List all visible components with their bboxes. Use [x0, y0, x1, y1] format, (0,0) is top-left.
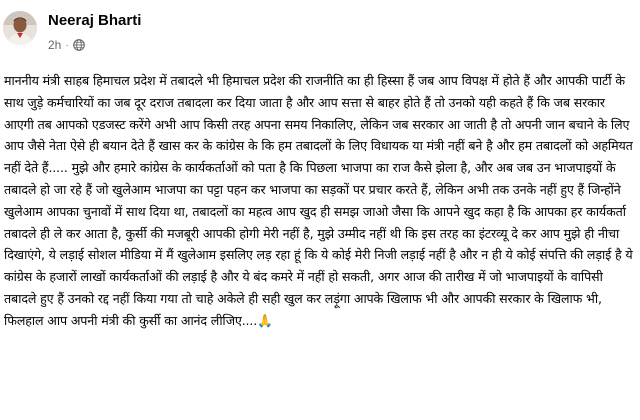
- globe-icon[interactable]: [73, 39, 85, 51]
- post-meta: [48, 38, 85, 52]
- post-body-text: माननीय मंत्री साहब हिमाचल प्रदेश में तबादले भी हिमाचल प्रदेश की राजनीति का ही हिस्सा हैं जब आप विपक्ष में होते हैं और आपकी पार्टी के साथ जुड़े कर्मचारियों का जब दूर दराज तबादला कर दिया जाता है और आप सत्ता से बाहर होते हैं तो उनको यही कहते हैं कि जब सरकार आएगी तब आपको एडजस्ट करेंगे अभी आप किसी तरह अपना समय निकालिए, लेकिन जब सरकार आ जाती है तो अपनी जान बचाने के लिए आप जैसे नेता ऐसे ही बयान देते हैं खास कर के कांग्रेस के कि हम तबादलों के लिए विधायक या मंत्री नहीं बने है और हम तबादलों को अहमियत नहीं देते हैं..... मुझे और हमारे कांग्रेस के कार्यकर्ताओं को पता है कि पिछला भाजपा का राज कैसे झेला है, और अब जब उन भाजपाइयों के तबादले हो जा रहे हैं जो खुलेआम भाजपा का पट्टा पहन कर भाजपा का सड़कों पर प्रचार करते हैं, लेकिन अभी तक उनके नहीं हुए हैं जिन्होंने खुलेआम आपका चुनावों में साथ दिया था, तबादलों का महत्व आप खुद ही समझ जाओ जैसा कि आपने खुद कहा है कि आपका हर कार्यकर्ता तबादले ही ले कर आता है, कुर्सी की मजबूरी आपकी होगी मेरी नहीं है, मुझे उम्मीद नहीं थी कि इस तरह का इंटरव्यू दे कर आप मुझे ही नीचा दिखाएंगे, ये लड़ाई सोशल मीडिया में मैं खुलेआम इसलिए लड़ रहा हूं कि ये कोई मेरी निजी लड़ाई नहीं है और न ही ये कोई संपत्ति की लड़ाई है ये कांग्रेस के हजारों लाखों कार्यकर्ताओं की लड़ाई है और ये बंद कमरे में नहीं हो सकती, अगर आज की तारीख में जो भाजपाइयों के वापिसी तबादले हुए हैं उनको रद्द नहीं किया गया तो चाहे अकेले ही सही खुल कर लड़ूंगा आपके खिलाफ भी और आपकी सरकार के खिलाफ भी, फिलहाल आप अपनी मंत्री की कुर्सी का आनंद लीजिए....🙏: [4, 73, 633, 328]
- post-header: [0, 0, 640, 62]
- meta-separator: ·: [65, 39, 69, 51]
- author-avatar[interactable]: [3, 11, 37, 45]
- post-timestamp[interactable]: 2h: [48, 38, 62, 52]
- avatar-photo-icon: [3, 11, 37, 45]
- author-name[interactable]: Neeraj Bharti: [48, 12, 142, 29]
